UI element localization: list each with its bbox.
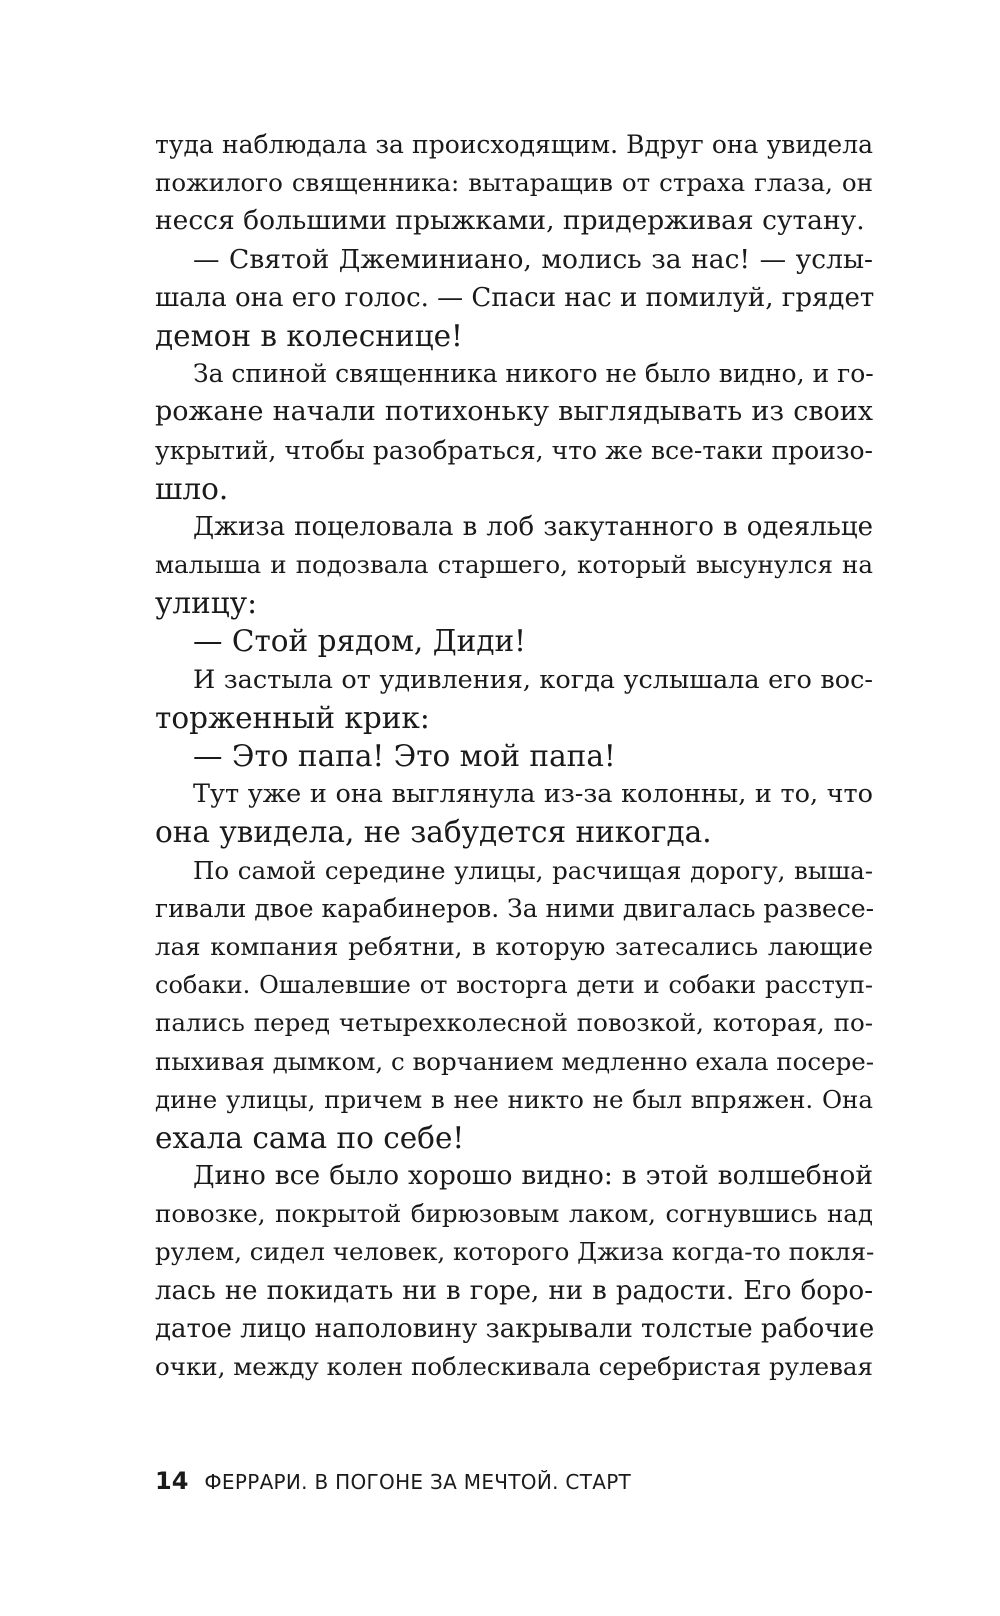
text-line: укрытий, чтобы разобраться, что же все-таки произо- xyxy=(155,435,873,465)
page-number: 14 xyxy=(155,1467,189,1495)
text-line: несся большими прыжками, придерживая сутану. xyxy=(155,205,865,237)
page-footer xyxy=(155,1467,631,1495)
text-line: рожане начали потихоньку выглядывать из своих xyxy=(155,396,873,428)
text-line: торженный крик: xyxy=(155,700,430,735)
text-line: демон в колеснице! xyxy=(155,318,463,353)
text-line: повозке, покрытой бирюзовым лаком, согнувшись над xyxy=(155,1199,873,1229)
text-line: шала она его голос. — Спаси нас и помилуй, грядет xyxy=(155,282,875,313)
text-line: ехала сама по себе! xyxy=(155,1120,465,1155)
text-line: По самой середине улицы, расчищая дорогу, выша- xyxy=(193,855,873,885)
text-line: собаки. Ошалевшие от восторга дети и собаки расступ- xyxy=(155,971,873,1000)
text-line: — Это папа! Это мой папа! xyxy=(193,739,616,773)
text-line: пались перед четырехколесной повозкой, которая, по- xyxy=(155,1008,873,1038)
text-line: — Стой рядом, Диди! xyxy=(193,624,527,659)
running-title: ФЕРРАРИ. В ПОГОНЕ ЗА МЕЧТОЙ. СТАРТ xyxy=(204,1470,632,1494)
text-line: очки, между колен поблескивала серебристая рулевая xyxy=(155,1352,873,1381)
text-line: Тут уже и она выглянула из-за колонны, и то, что xyxy=(193,779,873,810)
text-line: — Святой Джеминиано, молись за нас! — услы- xyxy=(193,243,873,275)
text-line: лая компания ребятни, в которую затесались лающие xyxy=(155,931,873,961)
text-line: И застыла от удивления, когда услышала его вос- xyxy=(193,664,873,695)
text-line: Дино все было хорошо видно: в этой волшебной xyxy=(193,1160,873,1192)
text-line: улицу: xyxy=(155,586,258,621)
text-line: пожилого священника: вытаращив от страха глаза, он xyxy=(155,168,873,198)
text-line: она увидела, не забудется никогда. xyxy=(155,815,712,850)
text-line: дине улицы, причем в нее никто не был впряжен. Она xyxy=(155,1084,873,1114)
text-line: пыхивая дымком, с ворчанием медленно ехала посере- xyxy=(155,1046,875,1076)
text-line: шло. xyxy=(155,471,229,506)
text-line: датое лицо наполовину закрывали толстые рабочие xyxy=(155,1313,875,1344)
text-line: туда наблюдала за происходящим. Вдруг она увидела xyxy=(155,130,873,159)
text-line: За спиной священника никого не было видно, и го- xyxy=(193,359,874,389)
text-line: Джиза поцеловала в лоб закутанного в одеяльце xyxy=(193,511,873,542)
text-line: лась не покидать ни в горе, ни в радости. Его боро- xyxy=(155,1275,873,1306)
text-line: малыша и подозвала старшего, который высунулся на xyxy=(155,550,873,580)
text-line: рулем, сидел человек, которого Джиза когда-то покля- xyxy=(155,1237,875,1267)
body-text xyxy=(155,126,873,1386)
text-line: гивали двое карабинеров. За ними двигалась развесе- xyxy=(155,893,875,923)
